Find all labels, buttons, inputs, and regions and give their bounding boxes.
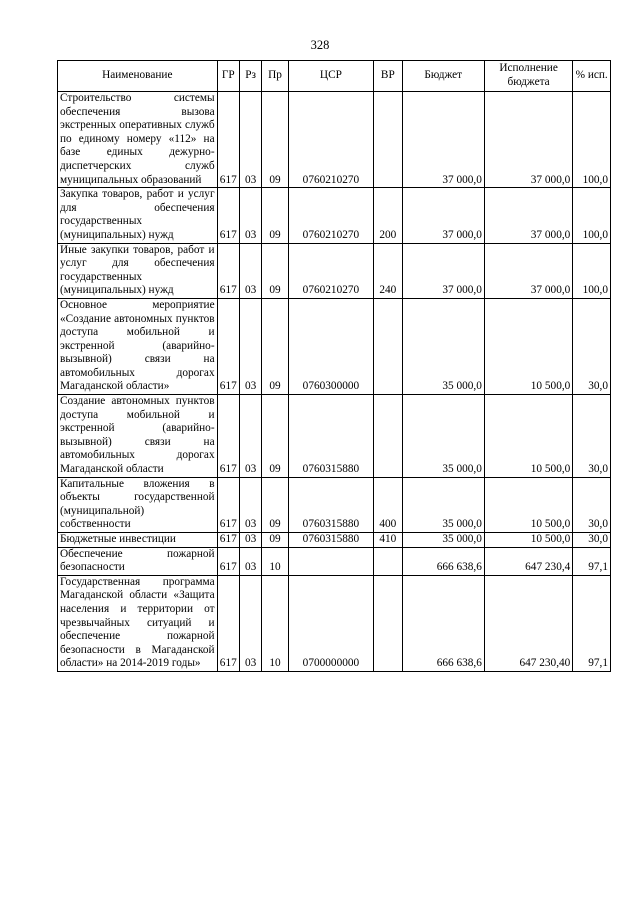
row-csr: 0760210270 [288,92,373,188]
row-execution: 10 500,0 [484,298,572,394]
row-rz: 03 [239,477,261,532]
row-rz: 03 [239,575,261,671]
row-gr: 617 [217,92,239,188]
row-budget: 666 638,6 [402,575,484,671]
table-row [58,575,611,671]
header-csr: ЦСР [288,61,373,92]
row-pr: 09 [262,243,288,298]
row-vr: 400 [374,477,402,532]
row-name: Бюджетные инвестиции [58,533,218,548]
row-rz: 03 [239,92,261,188]
row-percent: 100,0 [573,92,611,188]
table-header-row [58,61,611,92]
row-rz: 03 [239,547,261,575]
table-row [58,92,611,188]
row-vr: 410 [374,533,402,548]
header-percent: % исп. [573,61,611,92]
row-vr [374,575,402,671]
table-row [58,477,611,532]
row-vr [374,547,402,575]
row-vr [374,92,402,188]
table-row [58,188,611,243]
row-execution: 10 500,0 [484,395,572,478]
row-name: Капитальные вложения в объекты государственной (муниципальной) собственности [58,477,218,532]
row-gr: 617 [217,298,239,394]
row-budget: 35 000,0 [402,298,484,394]
row-rz: 03 [239,395,261,478]
row-rz: 03 [239,188,261,243]
row-budget: 35 000,0 [402,533,484,548]
row-budget: 35 000,0 [402,395,484,478]
row-vr: 240 [374,243,402,298]
row-csr: 0760315880 [288,533,373,548]
row-name: Закупка товаров, работ и услуг для обеспечения государственных (муниципальных) нужд [58,188,218,243]
header-pr: Пр [262,61,288,92]
page-number: 328 [310,38,330,52]
row-csr: 0760210270 [288,188,373,243]
row-gr: 617 [217,575,239,671]
row-name: Строительство системы обеспечения вызова экстренных оперативных служб по единому номеру «112» на базе единых дежурно-диспетчерских служб муниципальных образований [58,92,218,188]
row-name: Государственная программа Магаданской области «Защита населения и территории от чрезвычайных ситуаций и обеспечение пожарной безопасности в Магаданской области» на 2014-2019 годы» [58,575,218,671]
row-csr: 0700000000 [288,575,373,671]
table-row [58,395,611,478]
row-pr: 09 [262,477,288,532]
row-percent: 30,0 [573,298,611,394]
row-name: Основное мероприятие «Создание автономных пунктов доступа мобильной и экстренной (аварийно-вызывной) связи на автомобильных дорогах Магаданской области» [58,298,218,394]
header-vr: ВР [374,61,402,92]
row-csr: 0760315880 [288,477,373,532]
row-vr [374,298,402,394]
header-gr: ГР [217,61,239,92]
row-budget: 37 000,0 [402,92,484,188]
row-vr [374,395,402,478]
row-execution: 37 000,0 [484,188,572,243]
row-percent: 30,0 [573,477,611,532]
budget-table [57,60,611,672]
header-execution: Исполнение бюджета [484,61,572,92]
row-execution: 10 500,0 [484,477,572,532]
row-rz: 03 [239,243,261,298]
row-execution: 647 230,4 [484,547,572,575]
row-name: Обеспечение пожарной безопасности [58,547,218,575]
row-csr [288,547,373,575]
row-gr: 617 [217,477,239,532]
header-budget: Бюджет [402,61,484,92]
row-pr: 09 [262,298,288,394]
row-execution: 37 000,0 [484,243,572,298]
row-gr: 617 [217,188,239,243]
table-row [58,533,611,548]
row-gr: 617 [217,395,239,478]
row-execution: 37 000,0 [484,92,572,188]
row-pr: 09 [262,395,288,478]
row-gr: 617 [217,533,239,548]
table-row [58,243,611,298]
row-percent: 30,0 [573,533,611,548]
row-budget: 666 638,6 [402,547,484,575]
row-execution: 647 230,40 [484,575,572,671]
row-vr: 200 [374,188,402,243]
row-rz: 03 [239,298,261,394]
row-budget: 35 000,0 [402,477,484,532]
row-pr: 10 [262,547,288,575]
row-pr: 10 [262,575,288,671]
row-csr: 0760300000 [288,298,373,394]
table-row [58,298,611,394]
row-execution: 10 500,0 [484,533,572,548]
row-csr: 0760315880 [288,395,373,478]
row-budget: 37 000,0 [402,243,484,298]
row-name: Создание автономных пунктов доступа мобильной и экстренной (аварийно-вызывной) связи на автомобильных дорогах Магаданской области [58,395,218,478]
row-name: Иные закупки товаров, работ и услуг для обеспечения государственных (муниципальных) нужд [58,243,218,298]
row-rz: 03 [239,533,261,548]
table-row [58,547,611,575]
row-pr: 09 [262,533,288,548]
row-percent: 97,1 [573,547,611,575]
row-gr: 617 [217,243,239,298]
row-percent: 97,1 [573,575,611,671]
row-pr: 09 [262,188,288,243]
row-percent: 100,0 [573,188,611,243]
row-gr: 617 [217,547,239,575]
header-rz: Рз [239,61,261,92]
header-name: Наименование [58,61,218,92]
row-csr: 0760210270 [288,243,373,298]
row-pr: 09 [262,92,288,188]
row-percent: 100,0 [573,243,611,298]
row-budget: 37 000,0 [402,188,484,243]
row-percent: 30,0 [573,395,611,478]
